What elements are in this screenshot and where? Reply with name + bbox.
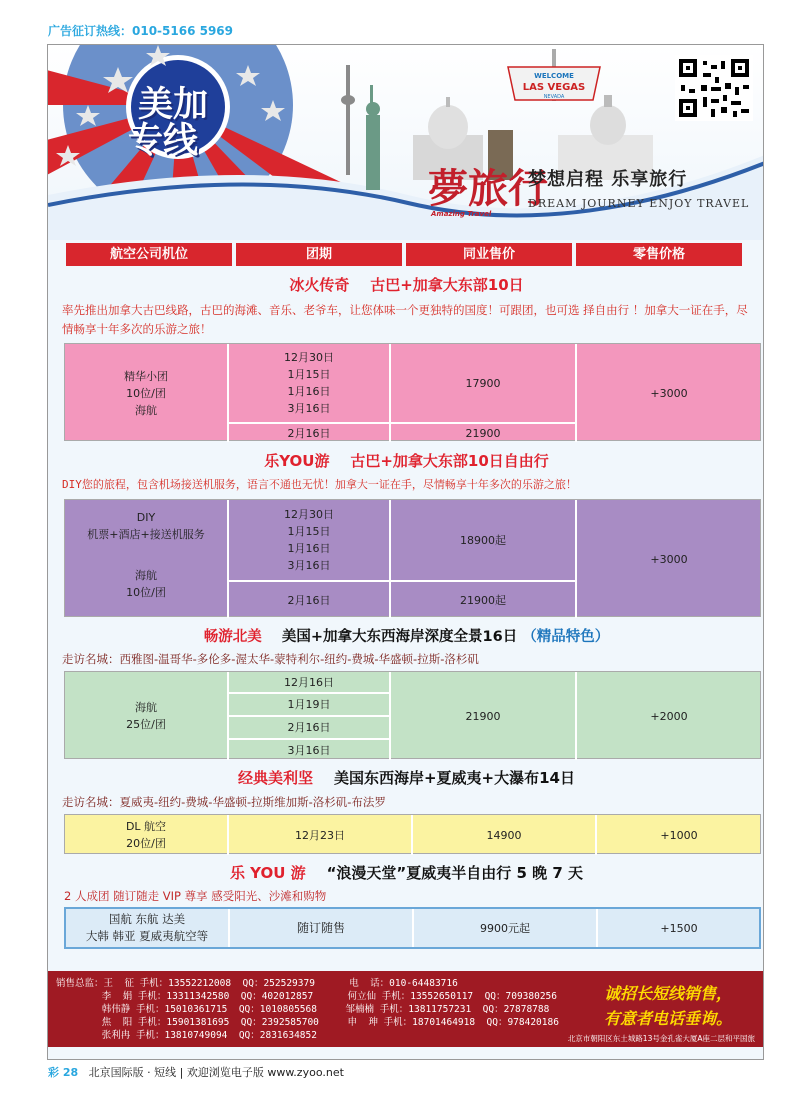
badge-line-2: 专线 [128, 121, 199, 161]
s1-col1-line3: 海航 [135, 403, 157, 417]
section-1-name: 冰火传奇 [289, 276, 350, 294]
section-3-name: 畅游北美 [203, 629, 262, 645]
contact-row: 销售总监：王 征 手机：13552212008 QQ：252529379 电 话：010-64483716 [56, 978, 458, 989]
s4-col1-line2: 20位/团 [126, 837, 166, 850]
s2-price-b: 21900起 [460, 593, 506, 607]
section-1-title [48, 274, 764, 295]
s1-price-b: 21900 [465, 426, 501, 440]
section-5-desc: 2 人成团 随订随走 VIP 尊享 感受阳光、沙滩和购物 [64, 889, 327, 903]
s4-retail: +1000 [660, 828, 698, 842]
header-retail-price: 零售价格 [576, 243, 742, 266]
section-1-table [64, 343, 761, 441]
s2-date: 1月15日 [287, 525, 331, 538]
s2-col1-top [65, 506, 227, 546]
s1-dates [229, 344, 389, 422]
s5-col1-line1: 国航 东航 达美 [108, 912, 186, 926]
brand-logo: 夢旅行 [428, 165, 548, 212]
section-4-name: 经典美利坚 [238, 769, 314, 787]
s1-date: 3月16日 [287, 402, 331, 415]
s5-col1 [66, 909, 228, 947]
badge-title [128, 85, 209, 161]
section-1-desc: 率先推出加拿大古巴线路，古巴的海滩、音乐、老爷车，让您体味一个更独特的国度！可跟团，也可选 择自由行 ！加拿大一证在手，尽情畅享十年多次的乐游之旅！ [62, 303, 748, 336]
s1-date-b: 2月16日 [287, 426, 331, 440]
s2-retail: +3000 [650, 552, 688, 566]
s1-date: 12月30日 [284, 351, 334, 364]
contact-row: 焦 阳 手机：15901381695 QQ：2392585700 申 珅 手机：18701464918 QQ：978420186 [56, 1017, 559, 1028]
s2-col1-line1: DIY [136, 511, 156, 524]
s3-date: 2月16日 [287, 721, 331, 734]
s5-retail: +1500 [660, 921, 698, 935]
sign-vegas: LAS VEGAS [522, 82, 586, 93]
section-5-name: 乐 YOU 游 [229, 864, 306, 882]
contact-row: 李 娟 手机：13311342580 QQ：402012857 何立仙 手机：13552650117 QQ：709380256 [56, 991, 557, 1002]
s4-col1 [65, 815, 227, 855]
company-address: 北京市朝阳区东土城路13号金孔雀大厦A座二层和平国旅 [567, 1034, 755, 1043]
section-5-route: “浪漫天堂”夏威夷半自由行 5 晚 7 天 [326, 864, 584, 882]
sign-nevada: NEVADA [543, 94, 565, 100]
section-2-desc: DIY您的旅程，包含机场接送机服务，语言不通也无忧！加拿大一证在手，尽情畅享十年多次的乐游之旅！ [62, 478, 577, 491]
header-dates: 团期 [236, 243, 402, 266]
s3-col1-line2: 25位/团 [126, 718, 166, 731]
section-2-name: 乐YOU游 [264, 452, 330, 470]
s1-col1-line2: 10位/团 [126, 386, 166, 400]
section-3-tag: （精品特色） [522, 629, 610, 645]
brand-slogan-en: DREAM JOURNEY ENJOY TRAVEL [528, 197, 750, 210]
s4-col1-line1: DL 航空 [125, 820, 167, 833]
contact-row: 张利冉 手机：13810749094 QQ：2831634852 [56, 1030, 317, 1041]
section-3-route: 美国+加拿大东西海岸深度全景16日 [281, 629, 518, 645]
section-3-desc: 走访名城：西雅图-温哥华-多伦多-渥太华-蒙特利尔-纽约-费城-华盛顿-拉斯-洛杉矶 [62, 652, 479, 666]
page-footer [48, 1064, 344, 1080]
recruit-ad [604, 981, 732, 1031]
s2-date: 3月16日 [287, 559, 331, 572]
page-number: 彩 28 [48, 1066, 79, 1079]
s2-col1-line2: 机票+酒店+接送机服务 [87, 528, 205, 541]
s3-date: 12月16日 [284, 675, 334, 689]
s1-col1 [65, 344, 227, 442]
s1-col1-line1: 精华小团 [124, 369, 168, 383]
s2-price-a: 18900起 [460, 533, 506, 547]
s3-price: 21900 [465, 709, 501, 723]
s3-col1-line1: 海航 [135, 701, 157, 714]
s1-date: 1月16日 [287, 385, 331, 398]
s2-date: 12月30日 [284, 508, 334, 521]
s1-price-a: 17900 [465, 376, 501, 390]
s5-col1-line2: 大韩 韩亚 夏威夷航空等 [85, 929, 209, 943]
ad-hotline: 广告征订热线：010-5166 5969 [48, 24, 234, 38]
section-4-route: 美国东西海岸+夏威夷+大瀑布14日 [333, 769, 575, 787]
s5-date: 随订随售 [296, 920, 345, 935]
section-4-desc: 走访名城：夏威夷-纽约-费城-华盛顿-拉斯维加斯-洛杉矶-布法罗 [62, 795, 386, 809]
section-3-title [48, 625, 764, 646]
brand-slogan-cn: 梦想启程 乐享旅行 [528, 169, 688, 190]
s3-retail: +2000 [650, 709, 688, 723]
sales-contact-footer [48, 971, 764, 1047]
s3-date: 3月16日 [287, 743, 331, 757]
recruit-ad-line1: 诚招长短线销售， [604, 984, 733, 1003]
sign-welcome: WELCOME [534, 72, 574, 80]
header-airline: 航空公司机位 [66, 243, 232, 266]
recruit-ad-line2: 有意者电话垂询。 [604, 1009, 733, 1028]
section-2-route: 古巴+加拿大东部10日自由行 [350, 452, 549, 470]
s2-date: 1月16日 [287, 542, 331, 555]
header-trade-price: 同业售价 [406, 243, 572, 266]
s2-col1-line3: 海航 [135, 569, 157, 582]
s1-retail: +3000 [650, 386, 688, 400]
brand-logo-sub: Amazing Travel [431, 210, 492, 218]
contact-row: 韩伟静 手机：15010361715 QQ：1010805568 邹楠楠 手机：13811757231 QQ：27878788 [56, 1004, 550, 1015]
banner [48, 45, 764, 240]
s5-price: 9900元起 [480, 921, 530, 935]
section-5-table [64, 907, 761, 949]
section-1-route: 古巴+加拿大东部10日 [370, 276, 524, 294]
s2-dates [229, 500, 389, 580]
edition-text[interactable]: 北京国际版 · 短线 | 欢迎浏览电子版 www.zyoo.net [88, 1066, 344, 1079]
s2-col1-line4: 10位/团 [126, 586, 166, 599]
section-2-title [48, 450, 764, 471]
las-vegas-sign [508, 49, 600, 101]
badge-line-1: 美加 [138, 85, 209, 125]
s3-date: 1月19日 [287, 698, 331, 711]
s4-date: 12月23日 [295, 828, 345, 842]
s1-date: 1月15日 [287, 368, 331, 381]
section-3-table [64, 671, 761, 759]
section-4-table [64, 814, 761, 854]
s4-price: 14900 [486, 828, 522, 842]
page-frame [47, 44, 764, 1060]
s3-col1 [65, 672, 227, 760]
qr-code[interactable] [675, 55, 753, 121]
section-5-title [48, 862, 764, 883]
table-header [66, 243, 742, 266]
s2-col1-bottom [65, 564, 227, 604]
s2-date-b: 2月16日 [287, 593, 331, 607]
brand-block [428, 157, 758, 229]
section-2-table [64, 499, 761, 617]
section-4-title [48, 767, 764, 788]
